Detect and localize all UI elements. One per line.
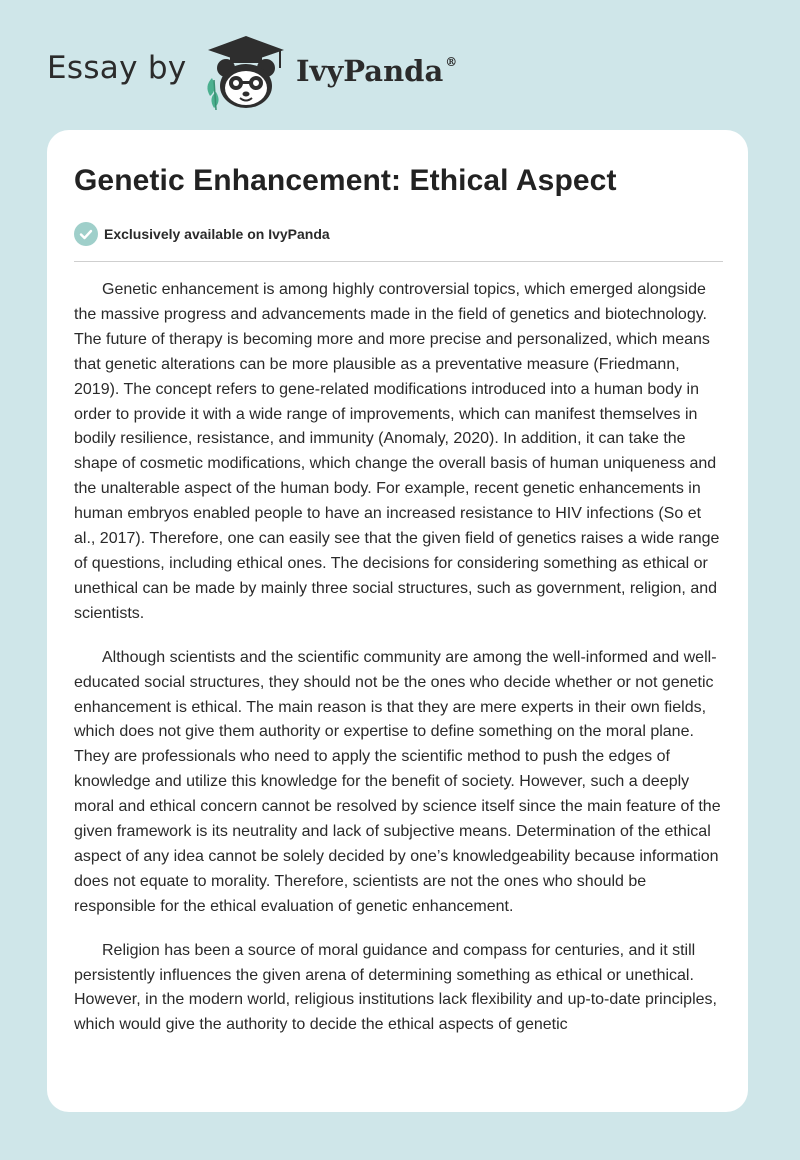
divider (74, 261, 723, 262)
site-header (0, 0, 800, 125)
panda-graduate-icon[interactable] (200, 34, 292, 112)
exclusive-label: Exclusively available on IvyPanda (104, 226, 330, 242)
ivypanda-logo-text[interactable] (296, 54, 457, 88)
paragraph: Religion has been a source of moral guidance and compass for centuries, and it still persistently influences the given arena of determining something as ethical or unethical. However, in the modern world, religious institutions lack flexibility and up-to-date principles, which would give the authority to decide the ethical aspects of genetic (74, 941, 717, 1034)
page-title: Genetic Enhancement: Ethical Aspect (74, 164, 617, 197)
essay-body (74, 278, 726, 1057)
essay-by-label: Essay by (47, 50, 187, 86)
paragraph: Although scientists and the scientific community are among the well-informed and well-educated social structures, they should not be the ones who decide whether or not genetic enhancement is ethical. The main reason is that they are mere experts in their own fields, which does not give them authority or expertise to define something on the moral plane. They are professionals who need to apply the scientific method to push the edges of knowledge and utilize this knowledge for the benefit of society. However, such a deeply moral and ethical concern cannot be resolved by science itself since the main feature of the given framework is its neutrality and lack of subjective means. Determination of the ethical aspect of any idea cannot be solely decided by one’s knowledgeability because information does not equate to morality. Therefore, scientists are not the ones who should be responsible for the ethical evaluation of genetic enhancement. (74, 648, 721, 915)
paragraph: Genetic enhancement is among highly controversial topics, which emerged alongside the massive progress and advancements made in the field of genetics and biotechnology. The future of therapy is becoming more and more precise and personalized, which means that genetic alterations can be more plausible as a preventative measure (Friedmann, 2019). The concept refers to gene-related modifications introduced into a human body in order to provide it with a wide range of improvements, which can manifest themselves in bodily resilience, resistance, and immunity (Anomaly, 2020). In addition, it can take the shape of cosmetic modifications, which change the overall basis of human uniqueness and the unalterable aspect of the human body. For example, recent genetic enhancements in human embryos enabled people to have an increased resistance to HIV infections (So et al., 2017). Therefore, one can easily see that the given field of genetics raises a wide range of questions, including ethical ones. The decisions for considering something as ethical or unethical can be made by mainly three social structures, such as government, religion, and scientists. (74, 281, 720, 622)
essay-card (47, 130, 748, 1112)
exclusive-badge (74, 222, 330, 246)
registered-mark: ® (445, 55, 458, 70)
brand-name: IvyPanda (296, 54, 444, 88)
check-circle-icon (74, 222, 98, 246)
